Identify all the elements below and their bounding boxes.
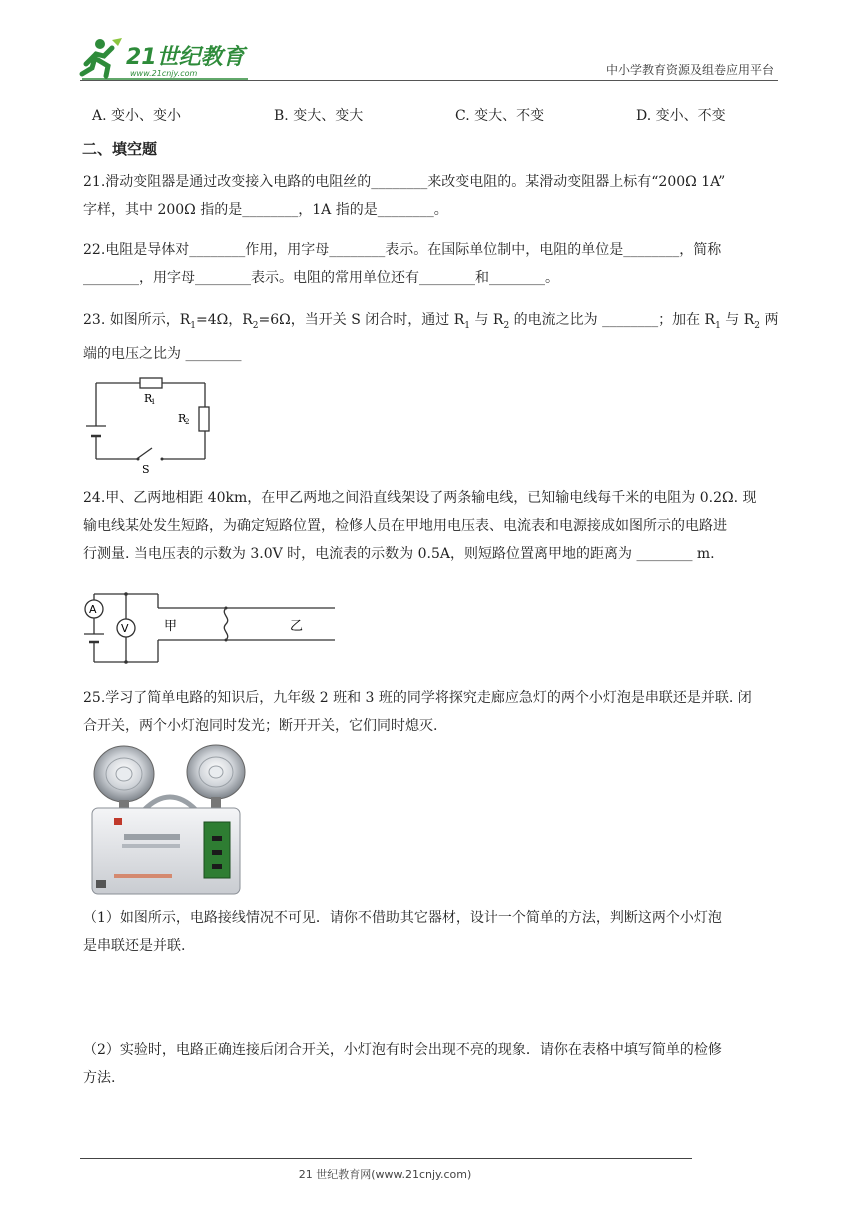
resistor-r1 — [140, 378, 162, 388]
logo-url: www.21cnjy.com — [130, 69, 198, 78]
platform-name: 中小学教育资源及组卷应用平台 — [605, 63, 774, 77]
option-c: C. 变大、不变 — [455, 108, 545, 124]
q23-line1: 23. 如图所示，$R_1=4\Omega$，$R_2=6\Omega$，当开关 S 闭合时，通过 $R_1$ 与 $R_2$ 的电流之比为 ________；加在 $R_1$ 与 $R_2$ 两 — [83, 312, 779, 331]
q24-line2: 输电线某处发生短路，为确定短路位置，检修人员在甲地用电压表、电流表和电源接成如图所示的电路进 — [83, 518, 727, 534]
q25-line2: 合开关，两个小灯泡同时发光；断开开关，它们同时熄灭. — [83, 718, 438, 734]
question-24 — [83, 484, 779, 568]
q25-line1: 25.学习了简单电路的知识后，九年级 2 班和 3 班的同学将探究走廊应急灯的两个小灯泡是串联还是并联. 闭 — [83, 690, 752, 706]
switch-s — [138, 448, 152, 458]
q21-line1: 21.滑动变阻器是通过改变接入电路的电阻丝的________来改变电阻的。某滑动变阻器上标有“200Ω 1A” — [83, 174, 726, 190]
question-25-part1 — [83, 904, 779, 960]
label-jia: 甲 — [164, 619, 178, 634]
q24-circuit-diagram — [80, 584, 342, 672]
q25-sub1-line2: 是串联还是并联. — [83, 938, 186, 954]
q25-sub1-line1: （1）如图所示，电路接线情况不可见．请你不借助其它器材，设计一个简单的方法，判断这两个小灯泡 — [83, 910, 722, 926]
label-r2: R — [178, 412, 187, 425]
label-yi: 乙 — [290, 619, 304, 634]
page-footer — [0, 1166, 860, 1182]
logo-text: 21世纪教育 — [126, 45, 245, 70]
footer-divider — [80, 1158, 692, 1159]
question-25 — [83, 684, 779, 740]
q24-line3: 行测量. 当电压表的示数为 3.0V 时，电流表的示数为 0.5A，则短路位置离甲地的距离为 ________ m. — [83, 546, 715, 562]
question-21 — [83, 168, 779, 224]
label-s: S — [142, 463, 150, 474]
lamp-left-icon — [94, 746, 154, 810]
footer-text: 21 世纪教育网(www.21cnjy.com) — [298, 1168, 472, 1181]
question-25-part2 — [83, 1036, 779, 1092]
label-r1: R — [144, 392, 153, 405]
question-22 — [83, 236, 779, 292]
q23-circuit-diagram — [80, 370, 220, 474]
q22-line1: 22.电阻是导体对________作用，用字母________表示。在国际单位制中，电阻的单位是________，简称 — [83, 242, 722, 258]
battery-icon — [86, 426, 106, 436]
option-b: B. 变大、变大 — [274, 108, 364, 124]
resistor-r2 — [199, 407, 209, 431]
q25-sub2-line1: （2）实验时，电路正确连接后闭合开关，小灯泡有时会出现不亮的现象．请你在表格中填写简单的检修 — [83, 1042, 722, 1058]
option-a: A. 变小、变小 — [92, 108, 182, 124]
q25-sub2-line2: 方法. — [83, 1070, 116, 1086]
question-23 — [83, 306, 779, 368]
svg-text:V: V — [121, 622, 129, 635]
lamp-right-icon — [187, 745, 245, 809]
svg-text:2: 2 — [185, 418, 190, 426]
site-logo — [78, 34, 258, 82]
svg-text:1: 1 — [151, 398, 156, 406]
section-title: 二、填空题 — [82, 140, 158, 158]
q21-line2: 字样，其中 200Ω 指的是________，1A 指的是________。 — [83, 202, 448, 218]
q22-line2: ________，用字母________表示。电阻的常用单位还有________和________。 — [83, 270, 559, 286]
svg-text:A: A — [89, 603, 97, 616]
q24-line1: 24.甲、乙两地相距 40km，在甲乙两地之间沿直线架设了两条输电线，已知输电线每千米的电阻为 0.2Ω. 现 — [83, 490, 757, 506]
running-figure-icon — [82, 38, 122, 76]
short-circuit-wire — [224, 608, 227, 640]
q23-line2: 端的电压之比为 ________ — [83, 345, 242, 362]
emergency-light-photo — [86, 744, 246, 896]
option-d: D. 变小、不变 — [636, 108, 726, 124]
header-divider — [80, 80, 778, 81]
battery-icon — [84, 634, 104, 642]
q20-options — [92, 105, 772, 127]
